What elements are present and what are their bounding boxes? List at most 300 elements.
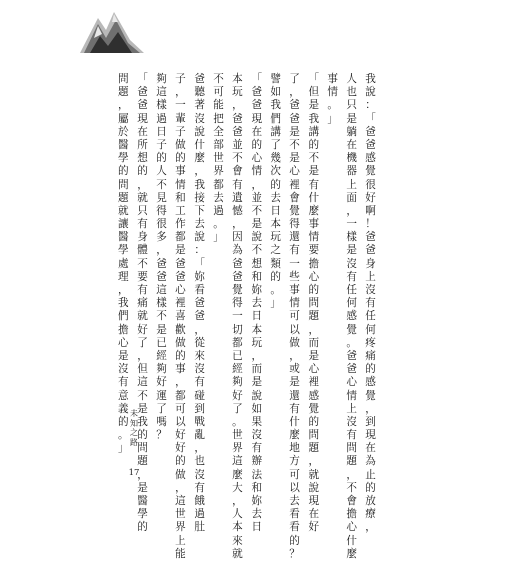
glyph: 情 xyxy=(327,86,339,99)
glyph: 事 xyxy=(175,165,186,178)
glyph: 什 xyxy=(194,138,205,151)
glyph: 義 xyxy=(118,402,129,415)
glyph: 麼 xyxy=(194,152,205,165)
glyph: 已 xyxy=(232,349,243,362)
glyph: 去 xyxy=(289,495,300,507)
glyph: 玩 xyxy=(251,336,263,349)
glyph: 是 xyxy=(308,349,320,362)
glyph: 也 xyxy=(194,455,205,468)
glyph: 是 xyxy=(251,218,263,231)
glyph: 題 xyxy=(308,310,320,323)
glyph: 於 xyxy=(118,125,129,138)
glyph: 療 xyxy=(365,508,376,521)
glyph: 我 xyxy=(194,178,205,191)
glyph: 的 xyxy=(118,165,129,178)
glyph: 不 xyxy=(213,73,224,85)
glyph: 果 xyxy=(251,415,263,428)
glyph: 不 xyxy=(137,257,148,270)
glyph: 就 xyxy=(232,547,243,560)
glyph: 情 xyxy=(251,165,263,178)
glyph: 樣 xyxy=(156,99,167,112)
glyph: 情 xyxy=(346,389,357,402)
glyph: 子 xyxy=(156,138,167,151)
glyph: 「 xyxy=(251,73,263,85)
text-column xyxy=(306,74,321,536)
glyph: 見 xyxy=(156,191,167,204)
glyph: ， xyxy=(289,86,300,99)
glyph: 是 xyxy=(308,99,320,112)
glyph: ： xyxy=(194,244,205,257)
glyph: 到 xyxy=(365,415,376,428)
glyph: ， xyxy=(194,165,205,178)
glyph: 這 xyxy=(156,284,167,296)
glyph: 題 xyxy=(346,455,357,468)
glyph: 現 xyxy=(365,429,376,442)
glyph: 很 xyxy=(156,218,167,231)
text-column xyxy=(211,74,226,245)
glyph: ： xyxy=(365,99,376,112)
glyph: 心 xyxy=(308,270,320,283)
glyph: 好 xyxy=(308,521,320,534)
glyph: 的 xyxy=(270,178,281,191)
glyph: 上 xyxy=(346,178,357,191)
glyph: 身 xyxy=(365,257,376,270)
glyph: 樣 xyxy=(156,297,167,310)
glyph: 止 xyxy=(365,468,376,481)
glyph: 有 xyxy=(346,270,357,283)
glyph: 有 xyxy=(289,244,300,257)
glyph: 可 xyxy=(175,402,186,415)
glyph: 裡 xyxy=(308,376,320,389)
glyph: 學 xyxy=(118,244,129,257)
glyph: 和 xyxy=(251,481,263,494)
glyph: 經 xyxy=(156,349,167,362)
glyph: 也 xyxy=(346,86,357,99)
glyph: 麼 xyxy=(308,204,320,217)
glyph: 麼 xyxy=(346,547,357,560)
glyph: 多 xyxy=(156,231,167,244)
glyph: 去 xyxy=(194,218,205,231)
glyph: 「 xyxy=(308,73,320,85)
glyph: 有 xyxy=(365,297,376,310)
glyph: ， xyxy=(251,349,263,362)
glyph: 講 xyxy=(270,125,281,138)
glyph: 爸 xyxy=(175,257,186,270)
glyph: 為 xyxy=(232,244,243,257)
glyph: 理 xyxy=(118,270,129,283)
glyph: ， xyxy=(365,521,376,534)
glyph: 接 xyxy=(194,191,205,204)
glyph: 沒 xyxy=(118,363,129,376)
glyph: 知 xyxy=(130,418,138,428)
glyph: 戰 xyxy=(194,415,205,428)
glyph: 著 xyxy=(194,99,205,112)
glyph: 以 xyxy=(175,415,186,428)
glyph: 爸 xyxy=(194,310,205,323)
glyph: 好 xyxy=(175,429,186,442)
glyph: 樣 xyxy=(346,231,357,244)
glyph: 現 xyxy=(308,495,320,507)
glyph: 麼 xyxy=(289,429,300,442)
glyph: 爸 xyxy=(194,297,205,310)
glyph: 是 xyxy=(156,323,167,336)
glyph: 喜 xyxy=(175,310,186,323)
glyph: 講 xyxy=(308,125,320,138)
glyph: 什 xyxy=(308,191,320,204)
glyph: 都 xyxy=(232,336,243,349)
glyph: 本 xyxy=(251,323,263,336)
glyph: 是 xyxy=(289,125,300,138)
glyph: 在 xyxy=(137,125,148,138)
glyph: 妳 xyxy=(251,284,263,296)
glyph: 的 xyxy=(289,534,300,547)
glyph: 未 xyxy=(130,409,138,418)
glyph: 爸 xyxy=(289,112,300,125)
glyph: 界 xyxy=(175,521,186,534)
glyph: 問 xyxy=(118,73,129,85)
glyph: 還 xyxy=(289,231,300,244)
glyph: 日 xyxy=(156,125,167,138)
glyph: 爸 xyxy=(365,125,376,138)
glyph: ， xyxy=(289,349,300,362)
glyph: 這 xyxy=(232,455,243,468)
glyph: 爸 xyxy=(232,257,243,270)
glyph: 切 xyxy=(232,323,243,336)
glyph: 題 xyxy=(308,442,320,455)
glyph: 爸 xyxy=(232,270,243,283)
glyph: ， xyxy=(232,99,243,112)
glyph: ！ xyxy=(365,218,376,231)
glyph: ， xyxy=(308,323,320,336)
glyph: 在 xyxy=(365,442,376,455)
glyph: 一 xyxy=(346,218,357,231)
text-column xyxy=(173,74,188,562)
glyph: 次 xyxy=(270,165,281,178)
glyph: 爸 xyxy=(232,112,243,125)
glyph: 並 xyxy=(251,191,263,204)
glyph: 還 xyxy=(289,389,300,402)
text-column xyxy=(154,74,169,443)
glyph: 心 xyxy=(308,363,320,376)
glyph: 了 xyxy=(232,402,243,415)
glyph: 不 xyxy=(251,244,263,257)
glyph: 下 xyxy=(194,204,205,217)
glyph: 感 xyxy=(308,389,320,402)
glyph: ， xyxy=(365,402,376,415)
glyph: 這 xyxy=(156,86,167,99)
glyph: 一 xyxy=(289,257,300,270)
glyph: ， xyxy=(175,481,186,494)
glyph: 了 xyxy=(289,73,300,85)
glyph: 機 xyxy=(346,152,357,165)
glyph: 亂 xyxy=(194,429,205,442)
glyph: 會 xyxy=(289,191,300,204)
glyph: 過 xyxy=(194,508,205,521)
glyph: 和 xyxy=(251,270,263,283)
glyph: 爸 xyxy=(346,349,357,362)
glyph: 是 xyxy=(346,244,357,257)
glyph: 讓 xyxy=(118,218,129,231)
glyph: 我 xyxy=(365,73,376,85)
glyph: 的 xyxy=(365,481,376,494)
glyph: 覺 xyxy=(308,402,320,415)
glyph: 說 xyxy=(251,231,263,244)
glyph: 爸 xyxy=(156,257,167,270)
glyph: 學 xyxy=(118,152,129,165)
glyph: 心 xyxy=(289,165,300,178)
glyph: 沒 xyxy=(194,468,205,481)
glyph: 心 xyxy=(175,284,186,296)
glyph: 大 xyxy=(232,481,243,494)
glyph: 為 xyxy=(365,455,376,468)
glyph: 心 xyxy=(346,376,357,389)
glyph: 的 xyxy=(175,349,186,362)
glyph: 醫 xyxy=(137,495,148,507)
glyph: 譬 xyxy=(270,73,281,85)
glyph: 什 xyxy=(289,415,300,428)
glyph: 說 xyxy=(251,389,263,402)
glyph: 現 xyxy=(137,112,148,125)
text-column xyxy=(325,74,340,127)
glyph: 不 xyxy=(346,481,357,494)
glyph: 可 xyxy=(289,468,300,481)
glyph: 覺 xyxy=(365,389,376,402)
glyph: 任 xyxy=(346,284,357,296)
glyph: 幾 xyxy=(270,152,281,165)
glyph: 啊 xyxy=(365,204,376,217)
glyph: 爸 xyxy=(156,270,167,283)
glyph: 不 xyxy=(308,152,320,165)
glyph: ， xyxy=(137,349,148,362)
glyph: ， xyxy=(156,244,167,257)
glyph: 遺 xyxy=(232,191,243,204)
glyph: 現 xyxy=(251,112,263,125)
glyph: 的 xyxy=(365,363,376,376)
glyph: 我 xyxy=(270,99,281,112)
glyph: 些 xyxy=(289,270,300,283)
glyph: 了 xyxy=(270,138,281,151)
glyph: 會 xyxy=(232,165,243,178)
glyph: 心 xyxy=(118,336,129,349)
glyph: 」 xyxy=(327,112,339,125)
text-column xyxy=(135,74,150,536)
glyph: 妳 xyxy=(251,495,263,507)
glyph: 得 xyxy=(289,218,300,231)
glyph: 覺 xyxy=(232,284,243,296)
glyph: 都 xyxy=(175,389,186,402)
glyph: 問 xyxy=(118,178,129,191)
glyph: 有 xyxy=(137,284,148,296)
glyph: 擔 xyxy=(346,508,357,521)
glyph: 不 xyxy=(137,389,148,402)
glyph: 沒 xyxy=(365,284,376,296)
glyph: 但 xyxy=(308,86,320,99)
glyph: 就 xyxy=(308,468,320,481)
glyph: 的 xyxy=(270,270,281,283)
glyph: 我 xyxy=(308,112,320,125)
glyph: 日 xyxy=(251,521,263,534)
glyph: 做 xyxy=(175,468,186,481)
glyph: 日 xyxy=(270,204,281,217)
glyph: 麼 xyxy=(232,468,243,481)
glyph: 問 xyxy=(308,429,320,442)
glyph: 情 xyxy=(308,231,320,244)
glyph: 躺 xyxy=(346,125,357,138)
glyph: 把 xyxy=(213,112,224,125)
glyph: 何 xyxy=(365,323,376,336)
glyph: 類 xyxy=(270,257,281,270)
glyph: 爸 xyxy=(137,99,148,112)
glyph: 問 xyxy=(137,442,148,455)
glyph: 了 xyxy=(137,336,148,349)
glyph: ， xyxy=(137,178,148,191)
glyph: 部 xyxy=(213,138,224,151)
glyph: 去 xyxy=(251,508,263,521)
glyph: 看 xyxy=(289,508,300,521)
running-title xyxy=(129,410,139,448)
text-column xyxy=(287,74,302,562)
glyph: 都 xyxy=(175,231,186,244)
glyph: 去 xyxy=(251,297,263,310)
glyph: 碰 xyxy=(194,389,205,402)
glyph: 已 xyxy=(156,336,167,349)
glyph: 我 xyxy=(137,415,148,428)
glyph: 得 xyxy=(232,297,243,310)
glyph: 不 xyxy=(156,178,167,191)
glyph: 能 xyxy=(213,99,224,112)
glyph: 只 xyxy=(346,99,357,112)
glyph: 好 xyxy=(156,376,167,389)
page-number: 17 xyxy=(128,468,140,478)
glyph: ， xyxy=(118,284,129,296)
glyph: 這 xyxy=(137,376,148,389)
glyph: 歡 xyxy=(175,323,186,336)
glyph: 體 xyxy=(137,244,148,257)
glyph: 餓 xyxy=(194,495,205,507)
text-column xyxy=(249,74,264,536)
glyph: 有 xyxy=(194,376,205,389)
glyph: 是 xyxy=(137,481,148,494)
glyph: 什 xyxy=(346,534,357,547)
glyph: 屬 xyxy=(118,112,129,125)
glyph: 聽 xyxy=(194,86,205,99)
glyph: 感 xyxy=(346,310,357,323)
glyph: 「 xyxy=(194,257,205,270)
glyph: 的 xyxy=(175,152,186,165)
glyph: 身 xyxy=(137,231,148,244)
glyph: 」 xyxy=(270,297,281,310)
glyph: 痛 xyxy=(137,297,148,310)
glyph: 人 xyxy=(346,73,357,85)
glyph: 工 xyxy=(175,204,186,217)
glyph: 好 xyxy=(175,442,186,455)
glyph: 「 xyxy=(365,112,376,125)
glyph: 題 xyxy=(137,455,148,468)
text-column xyxy=(363,74,378,536)
glyph: 有 xyxy=(232,178,243,191)
glyph: 事 xyxy=(289,284,300,296)
glyph: 一 xyxy=(175,99,186,112)
glyph: 去 xyxy=(270,191,281,204)
glyph: 是 xyxy=(175,244,186,257)
glyph: 就 xyxy=(118,204,129,217)
glyph: 不 xyxy=(156,310,167,323)
glyph: 世 xyxy=(213,152,224,165)
glyph: 經 xyxy=(232,363,243,376)
glyph: 子 xyxy=(175,73,186,85)
glyph: 題 xyxy=(118,86,129,99)
glyph: 裡 xyxy=(175,297,186,310)
glyph: 感 xyxy=(365,152,376,165)
glyph: 爸 xyxy=(346,363,357,376)
glyph: 是 xyxy=(289,376,300,389)
glyph: 以 xyxy=(289,323,300,336)
glyph: 本 xyxy=(232,73,243,85)
glyph: 何 xyxy=(346,297,357,310)
glyph: 玩 xyxy=(232,86,243,99)
glyph: 過 xyxy=(156,112,167,125)
glyph: ， xyxy=(118,99,129,112)
glyph: 人 xyxy=(232,508,243,521)
glyph: 得 xyxy=(156,204,167,217)
glyph: 的 xyxy=(137,521,148,534)
glyph: 。 xyxy=(213,218,224,231)
glyph: 辦 xyxy=(251,455,263,468)
text-column xyxy=(116,74,131,456)
glyph: 的 xyxy=(137,429,148,442)
glyph: 爸 xyxy=(365,138,376,151)
glyph: 但 xyxy=(137,363,148,376)
glyph: 的 xyxy=(137,165,148,178)
glyph: 上 xyxy=(175,534,186,547)
glyph: 心 xyxy=(346,521,357,534)
glyph: 放 xyxy=(365,495,376,507)
glyph: 爸 xyxy=(194,73,205,85)
glyph: 有 xyxy=(137,218,148,231)
glyph: 很 xyxy=(365,178,376,191)
text-column xyxy=(192,74,207,536)
glyph: 了 xyxy=(156,402,167,415)
glyph: 世 xyxy=(232,429,243,442)
glyph: 事 xyxy=(175,363,186,376)
glyph: 裡 xyxy=(289,178,300,191)
glyph: 都 xyxy=(213,178,224,191)
glyph: 有 xyxy=(194,481,205,494)
glyph: 。 xyxy=(232,415,243,428)
glyph: 覺 xyxy=(346,323,357,336)
glyph: ， xyxy=(175,376,186,389)
glyph: 本 xyxy=(270,218,281,231)
glyph: 法 xyxy=(251,468,263,481)
text-column xyxy=(344,74,359,562)
glyph: 作 xyxy=(175,218,186,231)
glyph: 有 xyxy=(346,429,357,442)
glyph: 方 xyxy=(289,455,300,468)
glyph: 。 xyxy=(118,429,129,442)
glyph: 。 xyxy=(270,284,281,296)
glyph: 爸 xyxy=(251,86,263,99)
glyph: ， xyxy=(232,218,243,231)
glyph: 上 xyxy=(365,270,376,283)
glyph: ， xyxy=(308,455,320,468)
glyph: 從 xyxy=(194,336,205,349)
glyph: 事 xyxy=(327,73,339,85)
glyph: 和 xyxy=(175,191,186,204)
glyph: 可 xyxy=(289,310,300,323)
glyph: 沒 xyxy=(251,429,263,442)
glyph: 。 xyxy=(327,99,339,112)
glyph: 做 xyxy=(175,336,186,349)
